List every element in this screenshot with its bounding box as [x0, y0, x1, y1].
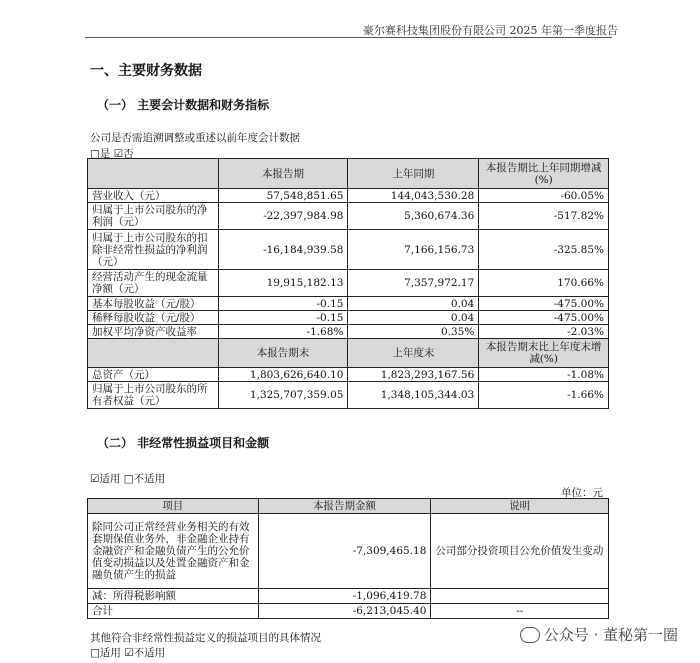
cell-value: -0.15 [218, 297, 348, 311]
cell-value: 1,803,626,640.10 [218, 368, 348, 382]
section-title: 一、主要财务数据 [90, 63, 202, 79]
row-label: 加权平均净资产收益率 [88, 325, 219, 339]
cell-value: -1.68% [218, 325, 348, 339]
cell-value: -7,309,465.18 [258, 514, 431, 589]
row-label: 归属于上市公司股东的净利润（元） [88, 203, 219, 230]
table-row [88, 311, 609, 325]
cell-value: -60.05% [479, 189, 609, 203]
cell-value: -0.15 [218, 311, 348, 325]
cell-value: 57,548,851.65 [218, 189, 348, 203]
row-label: 稀释每股收益（元/股） [88, 311, 219, 325]
cell-value: -475.00% [479, 311, 609, 325]
row-label: 营业收入（元） [88, 189, 219, 203]
table-row [88, 325, 609, 339]
header-divider [85, 37, 612, 38]
table-row [88, 189, 609, 203]
subsection-title-1: （一） 主要会计数据和财务指标 [97, 98, 270, 112]
row-label: 归属于上市公司股东的扣除非经常性损益的净利润（元） [88, 230, 219, 270]
table-row [88, 203, 609, 230]
table-header-row [88, 159, 609, 189]
header-cell [88, 159, 219, 189]
unit-label: 单位：元 [561, 487, 603, 499]
cell-value: 0.04 [348, 297, 479, 311]
row-label: 经营活动产生的现金流量净额（元） [88, 270, 219, 297]
header-cell: 说明 [431, 499, 609, 514]
cell-value: -2.03% [479, 325, 609, 339]
cell-value: -6,213,045.40 [258, 604, 431, 619]
header-cell: 本报告期末比上年度末增减(%) [479, 339, 609, 368]
report-header: 豪尔赛科技集团股份有限公司 2025 年第一季度报告 [363, 24, 618, 37]
header-cell: 上年度末 [348, 339, 479, 368]
other-items-note: 其他符合非经常性损益定义的损益项目的具体情况 [90, 632, 321, 644]
row-label: 归属于上市公司股东的所有者权益（元） [88, 382, 219, 409]
table-row [88, 589, 609, 604]
cell-value: 7,166,156.73 [348, 230, 479, 270]
row-label: 基本每股收益（元/股） [88, 297, 219, 311]
cell-value: 5,360,674.36 [348, 203, 479, 230]
row-label: 总资产（元） [88, 368, 219, 382]
restate-question: 公司是否需追溯调整或重述以前年度会计数据 [90, 132, 300, 144]
cell-value: 0.35% [348, 325, 479, 339]
row-label: 合计 [88, 604, 259, 619]
cell-value: 170.66% [479, 270, 609, 297]
header-cell: 上年同期 [348, 159, 479, 189]
table-row [88, 382, 609, 409]
cell-value: 7,357,972.17 [348, 270, 479, 297]
financial-indicators-table [87, 158, 609, 409]
wechat-icon [520, 627, 540, 643]
table-header-row [88, 499, 609, 514]
cell-value: 0.04 [348, 311, 479, 325]
row-label: 除同公司正常经营业务相关的有效套期保值业务外，非金融企业持有金融资产和金融负债产生的公允价值变动损益以及处置金融资产和金融负债产生的损益 [88, 514, 259, 589]
table-row [88, 270, 609, 297]
non-recurring-table [87, 498, 609, 619]
other-items-options: □适用 ☑不适用 [90, 647, 166, 659]
cell-value: -1.08% [479, 368, 609, 382]
cell-value: -325.85% [479, 230, 609, 270]
table-row [88, 368, 609, 382]
watermark [520, 624, 678, 645]
cell-note: -- [431, 604, 609, 619]
cell-value: -475.00% [479, 297, 609, 311]
header-cell: 项目 [88, 499, 259, 514]
cell-note [431, 589, 609, 604]
cell-value: 19,915,182.13 [218, 270, 348, 297]
cell-value: -22,397,984.98 [218, 203, 348, 230]
subsection-title-2: （二） 非经常性损益项目和金额 [97, 436, 270, 450]
cell-value: 1,823,293,167.56 [348, 368, 479, 382]
header-cell: 本报告期末 [218, 339, 348, 368]
table-row [88, 230, 609, 270]
cell-value: 1,348,105,344.03 [348, 382, 479, 409]
row-label: 减：所得税影响额 [88, 589, 259, 604]
watermark-text: 公众号 · 董秘第一圈 [543, 626, 678, 644]
cell-value: 144,043,530.28 [348, 189, 479, 203]
table-row [88, 297, 609, 311]
table-row [88, 604, 609, 619]
applicable-options: ☑适用 □不适用 [90, 473, 166, 485]
header-cell [88, 339, 219, 368]
cell-value: -1.66% [479, 382, 609, 409]
header-cell: 本报告期金额 [258, 499, 431, 514]
table-row [88, 514, 609, 589]
header-cell: 本报告期 [218, 159, 348, 189]
header-cell: 本报告期比上年同期增减(%) [479, 159, 609, 189]
cell-note: 公司部分投资项目公允价值发生变动 [431, 514, 609, 589]
cell-value: 1,325,707,359.05 [218, 382, 348, 409]
restate-options: □是 ☑否 [90, 148, 134, 160]
cell-value: -16,184,939.58 [218, 230, 348, 270]
table-header-row [88, 339, 609, 368]
cell-value: -517.82% [479, 203, 609, 230]
cell-value: -1,096,419.78 [258, 589, 431, 604]
